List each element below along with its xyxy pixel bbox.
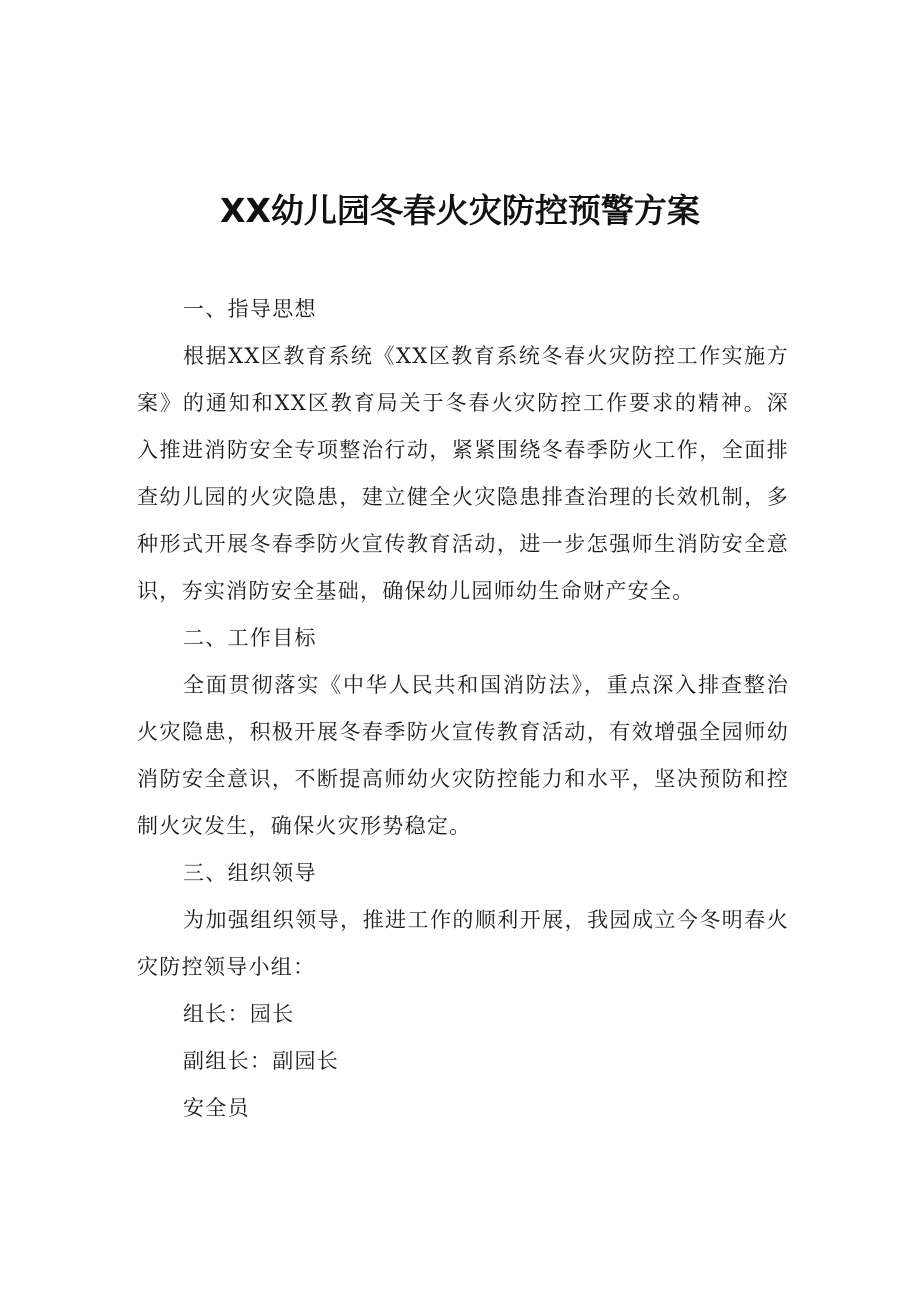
team-leader-line: 组长：园长	[183, 1002, 295, 1026]
paragraph-work-goals: 全面贯彻落实《中华人民共和国消防法》，重点深入排查整治火灾隐患，积极开展冬春季防火宣传教育活动，有效增强全园师幼消防安全意识，不断提高师幼火灾防控能力和水平，坚决预防和控制火灾发生，确保火灾形势稳定。	[137, 673, 789, 838]
deputy-leader-line: 副组长：副园长	[183, 1049, 340, 1073]
safety-officer-line: 安全员	[183, 1096, 250, 1120]
section-heading-organization: 三、组织领导	[183, 861, 317, 885]
document-body	[137, 286, 789, 1132]
paragraph-organization: 为加强组织领导，推进工作的顺利开展，我园成立今冬明春火灾防控领导小组：	[137, 908, 789, 979]
document-title: XX幼儿园冬春火灾防控预警方案	[220, 191, 700, 230]
paragraph-guiding-ideology: 根据XX区教育系统《XX区教育系统冬春火灾防控工作实施方案》的通知和XX区教育局关于冬春火灾防控工作要求的精神。深入推进消防安全专项整治行动，紧紧围绕冬春季防火工作，全面排查幼儿园的火灾隐患，建立健全火灾隐患排查治理的长效机制，多种形式开展冬春季防火宣传教育活动，进一步怎强师生消防安全意识，夯实消防安全基础，确保幼儿园师幼生命财产安全。	[137, 344, 789, 603]
section-heading-guiding-ideology: 一、指导思想	[183, 297, 317, 321]
section-heading-work-goals: 二、工作目标	[183, 626, 317, 650]
